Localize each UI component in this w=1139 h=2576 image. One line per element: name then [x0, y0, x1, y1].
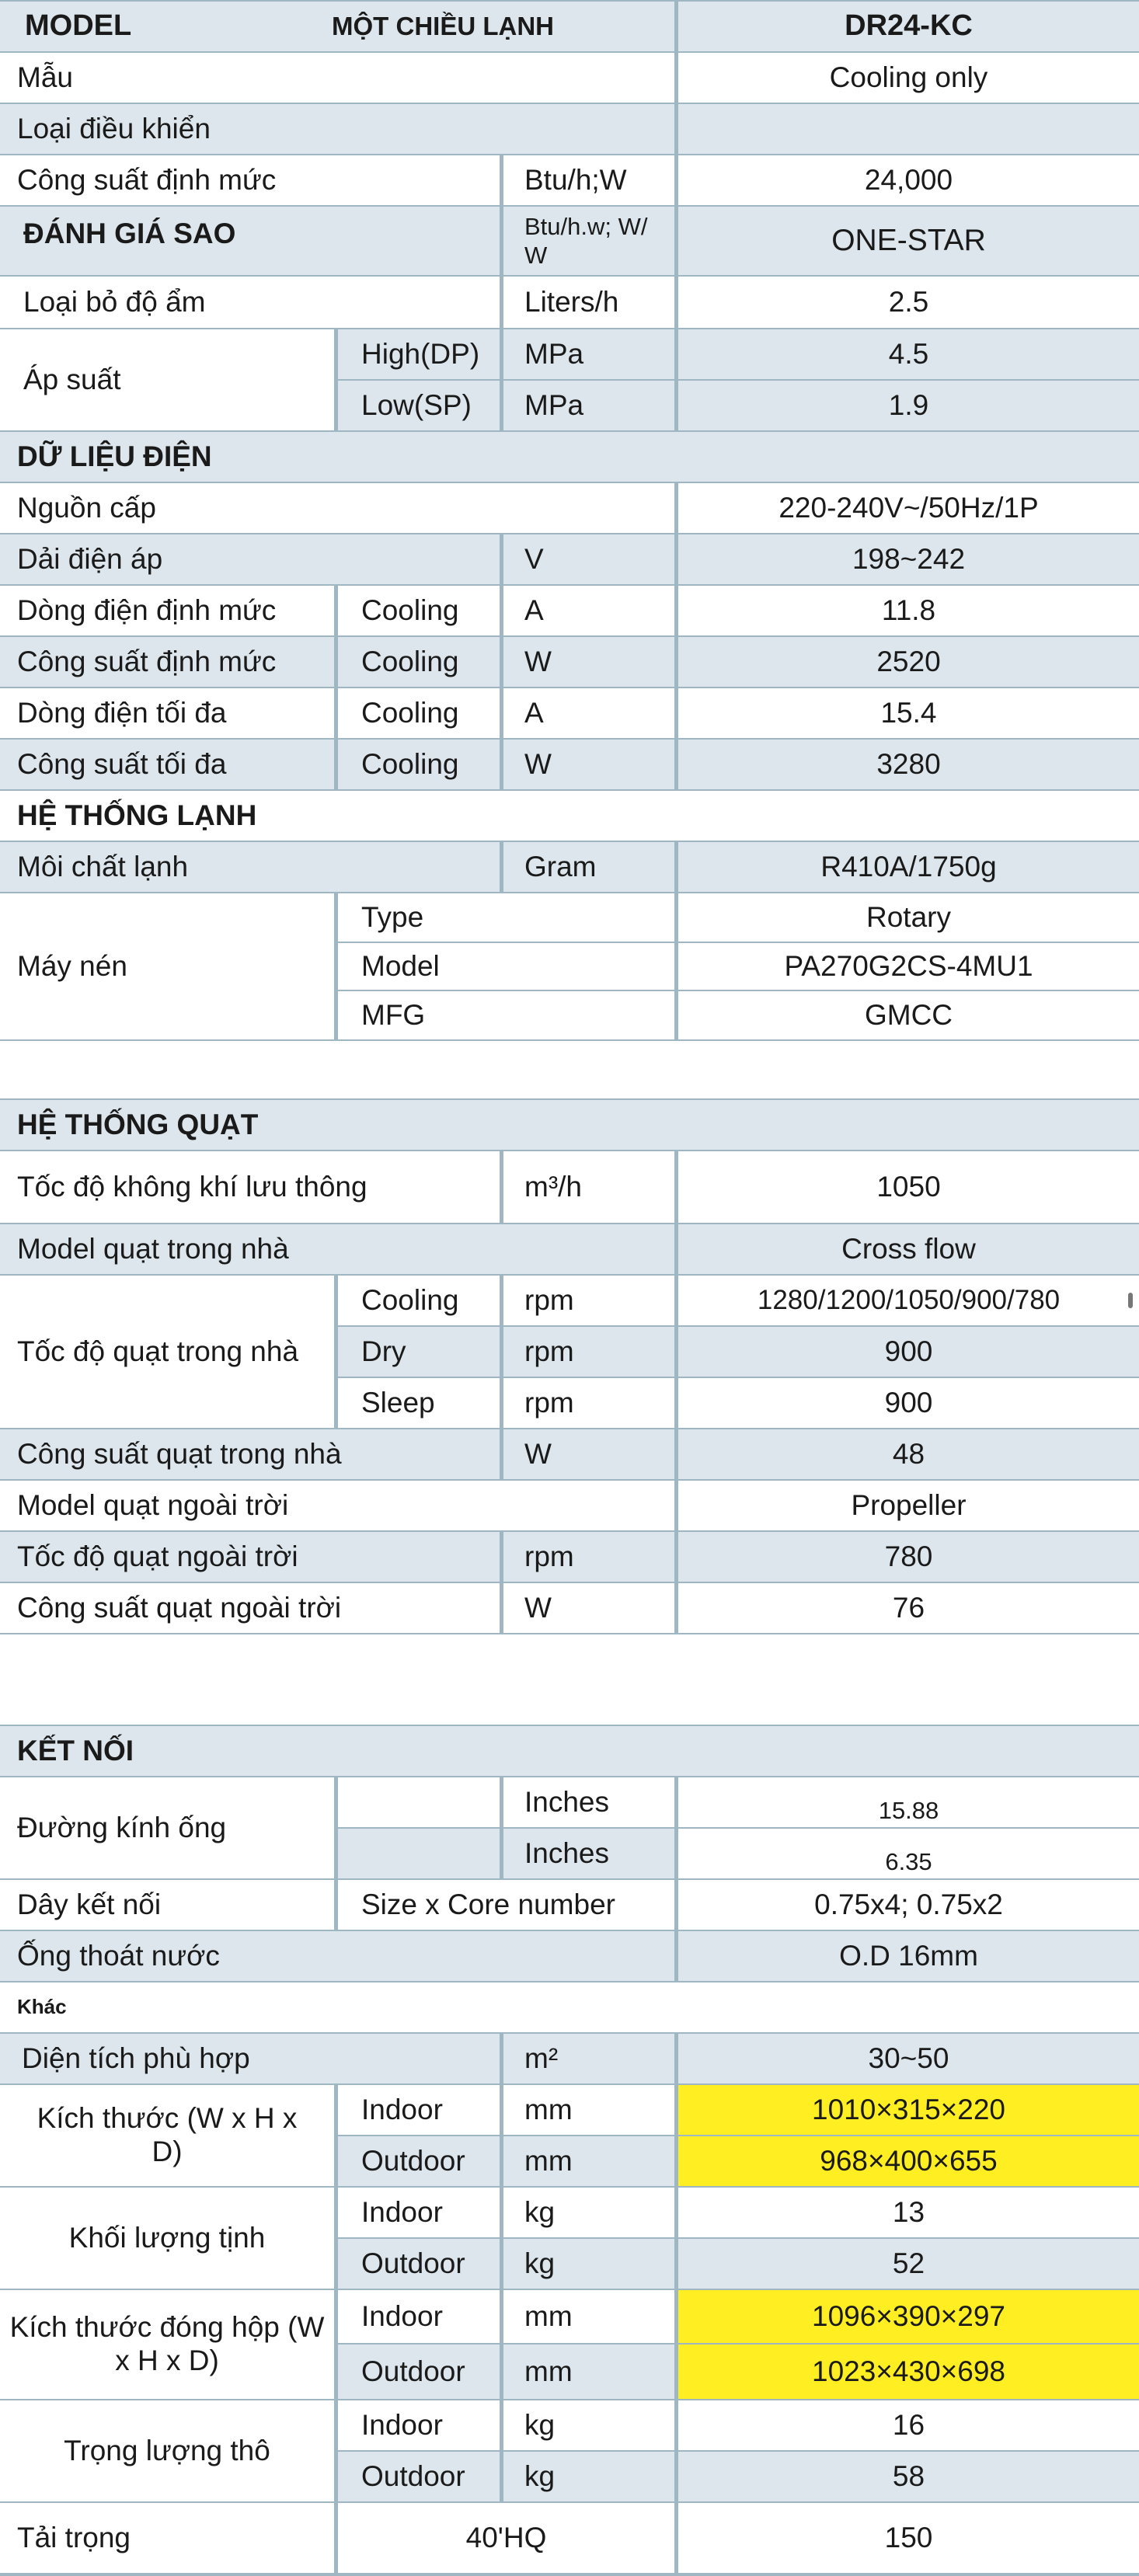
row-label-rated-power: Công suất định mức [0, 637, 334, 687]
net-outdoor-sub: Outdoor [338, 2239, 500, 2289]
compressor-model-value: PA270G2CS-4MU1 [678, 943, 1139, 990]
pipe-value-2: 6.35 [678, 1829, 1139, 1878]
section-electrical: DỮ LIỆU ĐIỆN [0, 432, 1139, 482]
row-label-dehumid: Loại bỏ độ ẩm [0, 277, 500, 328]
row-value-refrigerant: R410A/1750g [678, 842, 1139, 892]
row-value-control [678, 104, 1139, 154]
row-label-area: Diện tích phù hợp [0, 2034, 500, 2083]
row-label-gross-weight: Trọng lượng thô [0, 2400, 334, 2501]
row-label-airflow: Tốc độ không khí lưu thông [0, 1151, 500, 1223]
row-value-wire: 0.75x4; 0.75x2 [678, 1880, 1139, 1930]
row-value-mau: Cooling only [678, 53, 1139, 103]
row-label-source: Nguồn cấp [0, 483, 674, 533]
pressure-low-unit: MPa [503, 381, 674, 430]
row-label-dimensions: Kích thước (W x H x D) [0, 2085, 334, 2186]
row-sub-rated-power: Cooling [338, 637, 500, 687]
row-value-capacity: 24,000 [678, 155, 1139, 205]
row-value-rated-current: 11.8 [678, 586, 1139, 635]
row-sub-rated-current: Cooling [338, 586, 500, 635]
row-label-max-current: Dòng điện tối đa [0, 688, 334, 738]
row-label-outdoor-fan-model: Model quạt ngoài trời [0, 1481, 674, 1530]
row-unit-dehumid: Liters/h [503, 277, 674, 328]
row-label-pipe: Đường kính ống [0, 1777, 334, 1878]
row-value-outdoor-fan-speed: 780 [678, 1532, 1139, 1582]
row-unit-rated-power: W [503, 637, 674, 687]
row-unit-refrigerant: Gram [503, 842, 674, 892]
row-label-pressure: Áp suất [0, 329, 334, 430]
dim-outdoor-sub: Outdoor [338, 2136, 500, 2186]
row-unit-star: Btu/h.w; W/ W [503, 207, 674, 275]
pipe-unit-2: Inches [503, 1829, 674, 1878]
spacer-row [0, 1041, 1139, 1098]
row-value-outdoor-fan-power: 76 [678, 1583, 1139, 1633]
row-unit-max-power: W [503, 740, 674, 789]
fan-speed-cooling-unit: rpm [503, 1276, 674, 1325]
fan-speed-sleep-sub: Sleep [338, 1378, 500, 1428]
row-label-compressor: Máy nén [0, 893, 334, 1039]
compressor-mfg-value: GMCC [678, 991, 1139, 1039]
pkg-outdoor-value: 1023×430×698 [678, 2345, 1139, 2399]
row-label-control: Loại điều khiển [0, 104, 674, 154]
fan-speed-cooling-sub: Cooling [338, 1276, 500, 1325]
row-value-loading: 150 [678, 2503, 1139, 2573]
row-label-loading: Tải trọng [0, 2503, 334, 2573]
overflow-mark [1128, 1293, 1133, 1308]
row-label-net-weight: Khối lượng tịnh [0, 2188, 334, 2289]
section-connection: KẾT NỐI [0, 1726, 1139, 1776]
row-value-max-power: 3280 [678, 740, 1139, 789]
row-unit-rated-current: A [503, 586, 674, 635]
pipe-unit-1: Inches [503, 1777, 674, 1827]
pkg-outdoor-sub: Outdoor [338, 2345, 500, 2399]
fan-speed-cooling-value: 1280/1200/1050/900/780 [678, 1276, 1139, 1325]
pkg-outdoor-unit: mm [503, 2345, 674, 2399]
row-label-wire: Dây kết nối [0, 1880, 334, 1930]
row-value-star: ONE-STAR [678, 207, 1139, 275]
dim-outdoor-unit: mm [503, 2136, 674, 2186]
section-other: Khác [0, 1982, 1139, 2032]
row-label-refrigerant: Môi chất lạnh [0, 842, 500, 892]
net-indoor-sub: Indoor [338, 2188, 500, 2237]
gross-indoor-value: 16 [678, 2400, 1139, 2450]
row-value-voltage: 198~242 [678, 534, 1139, 584]
fan-speed-dry-value: 900 [678, 1327, 1139, 1377]
pkg-indoor-value: 1096×390×297 [678, 2290, 1139, 2343]
row-sub-max-power: Cooling [338, 740, 500, 789]
pressure-high-unit: MPa [503, 329, 674, 379]
row-label-rated-current: Dòng điện định mức [0, 586, 334, 635]
pipe-value-1: 15.88 [678, 1777, 1139, 1827]
pressure-low-value: 1.9 [678, 381, 1139, 430]
row-value-source: 220-240V~/50Hz/1P [678, 483, 1139, 533]
row-unit-airflow: m³/h [503, 1151, 674, 1223]
row-label-package-dimensions: Kích thước đóng hộp (W x H x D) [0, 2290, 334, 2399]
row-value-dehumid: 2.5 [678, 277, 1139, 328]
pipe-blank-1 [338, 1777, 500, 1827]
row-label-mau: Mẫu [0, 53, 674, 103]
row-value-max-current: 15.4 [678, 688, 1139, 738]
net-outdoor-value: 52 [678, 2239, 1139, 2289]
row-unit-indoor-fan-power: W [503, 1429, 674, 1479]
row-unit-max-current: A [503, 688, 674, 738]
net-indoor-value: 13 [678, 2188, 1139, 2237]
compressor-mfg-sub: MFG [338, 991, 674, 1039]
row-value-indoor-fan-power: 48 [678, 1429, 1139, 1479]
pkg-indoor-sub: Indoor [338, 2290, 500, 2343]
fan-speed-sleep-unit: rpm [503, 1378, 674, 1428]
compressor-model-sub: Model [338, 943, 674, 990]
model-label: MODEL [0, 2, 674, 51]
row-unit-outdoor-fan-power: W [503, 1583, 674, 1633]
fan-speed-dry-sub: Dry [338, 1327, 500, 1377]
net-outdoor-unit: kg [503, 2239, 674, 2289]
gross-outdoor-unit: kg [503, 2452, 674, 2501]
row-label-voltage: Dải điện áp [0, 534, 500, 584]
gross-outdoor-sub: Outdoor [338, 2452, 500, 2501]
row-value-rated-power: 2520 [678, 637, 1139, 687]
row-value-airflow: 1050 [678, 1151, 1139, 1223]
dim-indoor-sub: Indoor [338, 2085, 500, 2135]
row-value-outdoor-fan-model: Propeller [678, 1481, 1139, 1530]
fan-speed-dry-unit: rpm [503, 1327, 674, 1377]
model-value: DR24-KC [678, 2, 1139, 51]
pressure-low-sub: Low(SP) [338, 381, 500, 430]
row-unit-outdoor-fan-speed: rpm [503, 1532, 674, 1582]
type-label: MỘT CHIỀU LẠNH [332, 12, 554, 41]
row-value-drain: O.D 16mm [678, 1931, 1139, 1981]
pkg-indoor-unit: mm [503, 2290, 674, 2343]
row-label-outdoor-fan-speed: Tốc độ quạt ngoài trời [0, 1532, 500, 1582]
gross-indoor-unit: kg [503, 2400, 674, 2450]
compressor-type-value: Rotary [678, 893, 1139, 942]
row-unit-voltage: V [503, 534, 674, 584]
fan-speed-sleep-value: 900 [678, 1378, 1139, 1428]
dim-outdoor-value: 968×400×655 [678, 2136, 1139, 2186]
row-unit-capacity: Btu/h;W [503, 155, 674, 205]
row-label-indoor-fan-speed: Tốc độ quạt trong nhà [0, 1276, 334, 1428]
row-label-indoor-fan-power: Công suất quạt trong nhà [0, 1429, 500, 1479]
row-value-area: 30~50 [678, 2034, 1139, 2083]
gross-outdoor-value: 58 [678, 2452, 1139, 2501]
row-label-max-power: Công suất tối đa [0, 740, 334, 789]
row-unit-area: m² [503, 2034, 674, 2083]
row-label-drain: Ống thoát nước [0, 1931, 674, 1981]
section-refrigeration: HỆ THỐNG LẠNH [0, 791, 1139, 841]
gross-indoor-sub: Indoor [338, 2400, 500, 2450]
dim-indoor-value: 1010×315×220 [678, 2085, 1139, 2135]
pressure-high-value: 4.5 [678, 329, 1139, 379]
pipe-blank-2 [338, 1829, 500, 1878]
row-value-indoor-fan-model: Cross flow [678, 1224, 1139, 1274]
row-label-outdoor-fan-power: Công suất quạt ngoài trời [0, 1583, 500, 1633]
row-sub-loading: 40'HQ [338, 2503, 674, 2573]
pressure-high-sub: High(DP) [338, 329, 500, 379]
dim-indoor-unit: mm [503, 2085, 674, 2135]
net-indoor-unit: kg [503, 2188, 674, 2237]
row-label-capacity: Công suất định mức [0, 155, 500, 205]
row-label-star: ĐÁNH GIÁ SAO [0, 207, 500, 275]
spacer-row-2 [0, 1634, 1139, 1725]
section-fan: HỆ THỐNG QUẠT [0, 1100, 1139, 1150]
compressor-type-sub: Type [338, 893, 674, 942]
row-label-indoor-fan-model: Model quạt trong nhà [0, 1224, 674, 1274]
row-sub-wire: Size x Core number [338, 1880, 674, 1930]
row-sub-max-current: Cooling [338, 688, 500, 738]
